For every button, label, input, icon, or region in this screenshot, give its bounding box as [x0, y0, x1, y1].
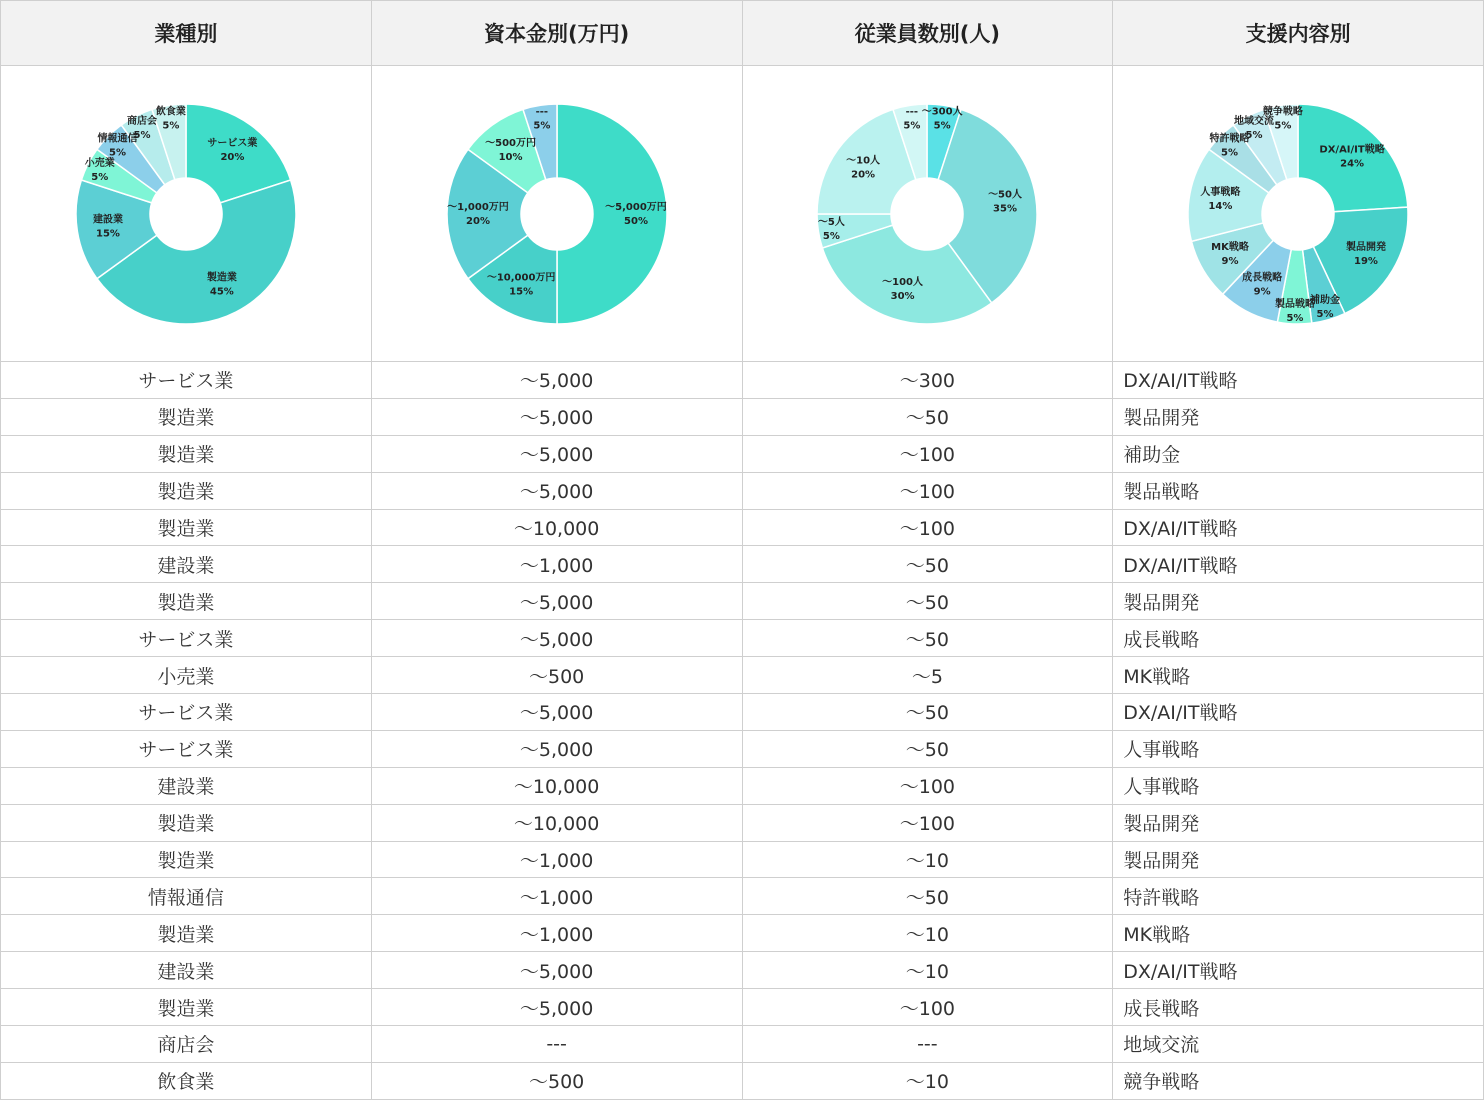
employees-cell: ～50 — [742, 546, 1113, 583]
table-row — [1, 915, 1484, 952]
industry-cell: 建設業 — [1, 546, 372, 583]
table-row — [1, 878, 1484, 915]
slice-label: ～5人 — [818, 216, 846, 228]
slice-label: サービス業 — [207, 137, 258, 149]
support-cell: DX/AI/IT戦略 — [1113, 509, 1484, 546]
slice-percent: 35% — [993, 203, 1018, 215]
employees-cell: ～100 — [742, 435, 1113, 472]
table-row — [1, 362, 1484, 399]
capital-cell: ～5,000 — [371, 472, 742, 509]
capital-cell: ～500 — [371, 657, 742, 694]
slice-label: ～10,000万円 — [486, 271, 556, 283]
table-row — [1, 1062, 1484, 1099]
slice-percent: 5% — [108, 147, 126, 159]
table-row — [1, 989, 1484, 1026]
employees-cell: ～50 — [742, 694, 1113, 731]
support-cell: 成長戦略 — [1113, 989, 1484, 1026]
slice-percent: 50% — [623, 215, 648, 227]
slice-label: 成長戦略 — [1242, 271, 1283, 283]
capital-cell: ～5,000 — [371, 694, 742, 731]
slice-percent: 15% — [95, 227, 120, 239]
industry-cell: 製造業 — [1, 989, 372, 1026]
table-row — [1, 546, 1484, 583]
header-row — [1, 1, 1484, 66]
slice-label: 競争戦略 — [1262, 105, 1303, 117]
employees-donut-chart — [747, 69, 1107, 359]
table-row — [1, 398, 1484, 435]
industry-cell: 製造業 — [1, 841, 372, 878]
slice-percent: 5% — [162, 119, 180, 131]
capital-cell: ～5,000 — [371, 583, 742, 620]
slice-percent: 5% — [1316, 308, 1334, 320]
slice-percent: 20% — [465, 215, 490, 227]
support-cell: MK戦略 — [1113, 657, 1484, 694]
slice-percent: 5% — [1221, 147, 1239, 159]
table-row — [1, 841, 1484, 878]
employees-cell: ～10 — [742, 1062, 1113, 1099]
employees-cell: ～50 — [742, 583, 1113, 620]
table-row — [1, 804, 1484, 841]
employees-cell: ～300 — [742, 362, 1113, 399]
slice-label: ～5,000万円 — [604, 201, 667, 213]
employees-cell: ～50 — [742, 730, 1113, 767]
table-row — [1, 952, 1484, 989]
header-employees: 従業員数別(人) — [742, 1, 1113, 66]
employees-cell: ～50 — [742, 398, 1113, 435]
support-cell: 製品開発 — [1113, 398, 1484, 435]
support-cell: 補助金 — [1113, 435, 1484, 472]
industry-cell: 製造業 — [1, 472, 372, 509]
slice-percent: 5% — [823, 230, 841, 242]
support-cell: 特許戦略 — [1113, 878, 1484, 915]
capital-cell: ～5,000 — [371, 435, 742, 472]
slice-label: ～10人 — [846, 155, 881, 167]
industry-cell: サービス業 — [1, 730, 372, 767]
employees-cell: ～5 — [742, 657, 1113, 694]
pie-slice — [557, 104, 667, 324]
capital-cell: ～1,000 — [371, 878, 742, 915]
slice-label: MK戦略 — [1211, 241, 1249, 253]
capital-cell: ～5,000 — [371, 952, 742, 989]
slice-percent: 9% — [1253, 285, 1271, 297]
capital-cell: ～10,000 — [371, 767, 742, 804]
capital-donut-chart — [377, 69, 737, 359]
capital-cell: ～10,000 — [371, 804, 742, 841]
support-chart-cell — [1113, 66, 1484, 362]
slice-percent: 5% — [934, 119, 952, 131]
support-cell: 成長戦略 — [1113, 620, 1484, 657]
slice-label: ～300人 — [922, 105, 963, 117]
support-cell: DX/AI/IT戦略 — [1113, 546, 1484, 583]
slice-percent: 14% — [1208, 200, 1233, 212]
industry-cell: 情報通信 — [1, 878, 372, 915]
capital-cell: ～5,000 — [371, 620, 742, 657]
industry-cell: サービス業 — [1, 620, 372, 657]
data-rows — [1, 362, 1484, 1100]
header-capital: 資本金別(万円) — [371, 1, 742, 66]
support-cell: 製品開発 — [1113, 583, 1484, 620]
table-row — [1, 767, 1484, 804]
employees-cell: ～10 — [742, 952, 1113, 989]
support-cell: 競争戦略 — [1113, 1062, 1484, 1099]
slice-percent: 9% — [1221, 255, 1239, 267]
industry-cell: 飲食業 — [1, 1062, 372, 1099]
slice-percent: 5% — [1286, 312, 1304, 324]
support-donut-chart — [1118, 69, 1478, 359]
support-cell: 製品開発 — [1113, 804, 1484, 841]
employees-cell: ～10 — [742, 841, 1113, 878]
industry-chart-cell — [1, 66, 372, 362]
industry-donut-chart — [6, 69, 366, 359]
employees-chart-cell — [742, 66, 1113, 362]
support-cell: MK戦略 — [1113, 915, 1484, 952]
slice-percent: 5% — [91, 171, 109, 183]
slice-percent: 15% — [508, 285, 533, 297]
slice-label: 人事戦略 — [1200, 186, 1241, 198]
employees-cell: ～100 — [742, 989, 1113, 1026]
slice-label: ～1,000万円 — [446, 201, 509, 213]
slice-label: 飲食業 — [155, 105, 186, 117]
table-row — [1, 1026, 1484, 1063]
slice-percent: 10% — [498, 151, 523, 163]
slice-percent: 20% — [851, 169, 876, 181]
slice-label: 製品開発 — [1346, 241, 1387, 253]
industry-cell: サービス業 — [1, 694, 372, 731]
slice-percent: 5% — [133, 129, 151, 141]
employees-cell: ～50 — [742, 878, 1113, 915]
slice-label: ～500万円 — [484, 137, 536, 149]
table-row — [1, 583, 1484, 620]
support-cell: 人事戦略 — [1113, 767, 1484, 804]
industry-cell: サービス業 — [1, 362, 372, 399]
support-cell: 地域交流 — [1113, 1026, 1484, 1063]
header-support: 支援内容別 — [1113, 1, 1484, 66]
capital-cell: ～5,000 — [371, 730, 742, 767]
industry-cell: 製造業 — [1, 398, 372, 435]
table-row — [1, 620, 1484, 657]
slice-percent: 5% — [1245, 129, 1263, 141]
slice-label: 情報通信 — [97, 133, 138, 145]
industry-cell: 建設業 — [1, 767, 372, 804]
capital-cell: --- — [371, 1026, 742, 1063]
capital-cell: ～1,000 — [371, 546, 742, 583]
employees-cell: ～50 — [742, 620, 1113, 657]
slice-label: 小売業 — [84, 157, 115, 169]
capital-cell: ～10,000 — [371, 509, 742, 546]
slice-label: --- — [535, 105, 548, 117]
slice-percent: 20% — [220, 151, 245, 163]
slice-label: 建設業 — [92, 213, 123, 225]
table-row — [1, 657, 1484, 694]
slice-label: ～50人 — [988, 189, 1023, 201]
support-cell: DX/AI/IT戦略 — [1113, 694, 1484, 731]
slice-percent: 5% — [903, 119, 921, 131]
slice-percent: 19% — [1354, 255, 1379, 267]
employees-cell: --- — [742, 1026, 1113, 1063]
employees-cell: ～10 — [742, 915, 1113, 952]
table-row — [1, 435, 1484, 472]
employees-cell: ～100 — [742, 472, 1113, 509]
capital-cell: ～5,000 — [371, 398, 742, 435]
slice-label: ～100人 — [882, 276, 924, 288]
chart-row — [1, 66, 1484, 362]
table-row — [1, 730, 1484, 767]
industry-cell: 商店会 — [1, 1026, 372, 1063]
industry-cell: 製造業 — [1, 509, 372, 546]
table-row — [1, 509, 1484, 546]
support-cell: 製品開発 — [1113, 841, 1484, 878]
support-cell: DX/AI/IT戦略 — [1113, 952, 1484, 989]
capital-cell: ～5,000 — [371, 362, 742, 399]
slice-percent: 5% — [532, 119, 550, 131]
slice-label: 製造業 — [206, 271, 237, 283]
support-cell: 製品戦略 — [1113, 472, 1484, 509]
slice-label: 商店会 — [126, 115, 157, 127]
header-industry: 業種別 — [1, 1, 372, 66]
employees-cell: ～100 — [742, 804, 1113, 841]
industry-cell: 建設業 — [1, 952, 372, 989]
slice-percent: 45% — [209, 285, 234, 297]
slice-label: 補助金 — [1310, 294, 1341, 306]
slice-percent: 24% — [1340, 157, 1365, 169]
industry-cell: 製造業 — [1, 804, 372, 841]
table-row — [1, 694, 1484, 731]
employees-cell: ～100 — [742, 509, 1113, 546]
table-row — [1, 472, 1484, 509]
slice-percent: 30% — [890, 290, 915, 302]
slice-label: 地域交流 — [1234, 115, 1275, 127]
capital-chart-cell — [371, 66, 742, 362]
capital-cell: ～5,000 — [371, 989, 742, 1026]
slice-label: 特許戦略 — [1209, 133, 1250, 145]
support-cell: DX/AI/IT戦略 — [1113, 362, 1484, 399]
employees-cell: ～100 — [742, 767, 1113, 804]
capital-cell: ～1,000 — [371, 915, 742, 952]
industry-cell: 小売業 — [1, 657, 372, 694]
slice-label: DX/AI/IT戦略 — [1319, 143, 1385, 155]
capital-cell: ～1,000 — [371, 841, 742, 878]
capital-cell: ～500 — [371, 1062, 742, 1099]
support-cell: 人事戦略 — [1113, 730, 1484, 767]
slice-percent: 5% — [1274, 119, 1292, 131]
slice-label: 製品戦略 — [1275, 298, 1316, 310]
industry-cell: 製造業 — [1, 915, 372, 952]
slice-label: --- — [906, 105, 919, 117]
industry-cell: 製造業 — [1, 435, 372, 472]
industry-cell: 製造業 — [1, 583, 372, 620]
